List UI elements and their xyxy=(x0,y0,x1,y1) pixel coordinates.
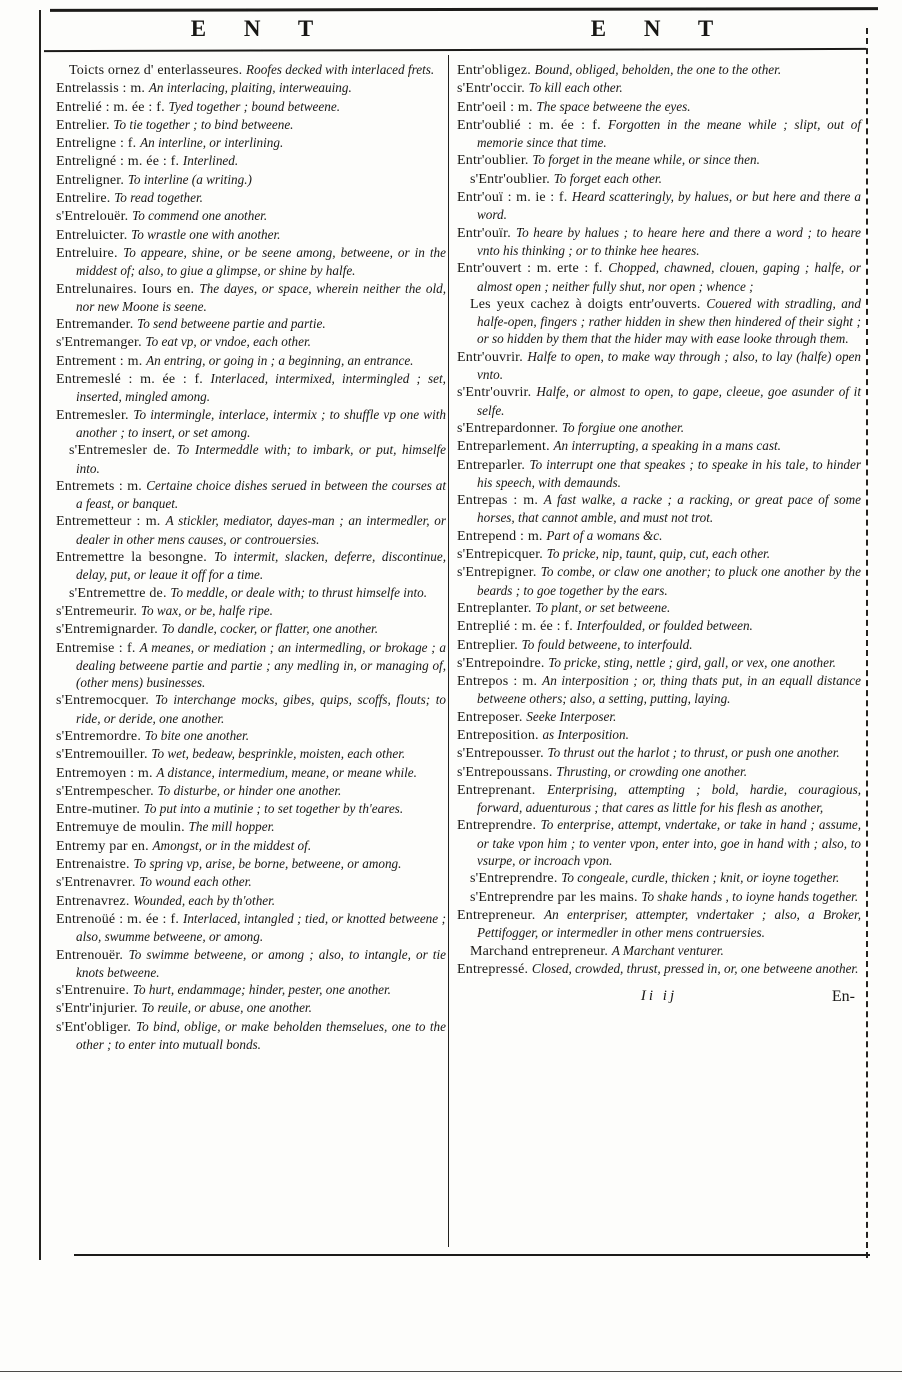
entry-definition: Closed, crowded, thrust, pressed in, or, one betweene another. xyxy=(531,960,859,976)
entry-headword: s'Entrepoindre. xyxy=(457,655,549,671)
entry-headword: s'Entrepigner. xyxy=(457,565,541,581)
entry-definition: Thrusting, or crowding one another. xyxy=(556,763,747,779)
entry-headword: s'Entrenavrer. xyxy=(56,875,140,891)
dictionary-entry xyxy=(457,419,861,437)
dictionary-entry xyxy=(56,892,446,910)
entry-headword: Entrelassis : m. xyxy=(56,81,149,97)
entry-headword: s'Entrepousser. xyxy=(457,746,548,762)
entry-headword: Les yeux cachez à doigts entr'ouverts. xyxy=(470,296,707,312)
entry-headword: Entrelire. xyxy=(56,191,115,207)
entry-headword: Entremander. xyxy=(56,317,138,333)
dictionary-entry xyxy=(457,259,861,295)
entry-definition: To send betweene partie and partie. xyxy=(137,316,326,332)
entry-headword: s'Entremocquer. xyxy=(56,693,155,709)
entry-definition: To put into a mutinie ; to set together by th'eares. xyxy=(143,801,404,817)
entry-definition: To wound each other. xyxy=(139,874,252,890)
entry-headword: Entr'oublié : m. ée : f. xyxy=(457,117,608,133)
entry-definition: To dandle, cocker, or flatter, one another. xyxy=(161,621,379,637)
entry-definition: Halfe to open, to make way through ; also, to lay (halfe) open vnto. xyxy=(477,348,861,383)
entry-definition: To swimme betweene, or among ; also, to intangle, or tie knots betweene. xyxy=(76,946,446,980)
dictionary-entry xyxy=(56,800,446,818)
entry-definition: To enterprise, attempt, vndertake, or take in hand ; assume, or take vpon him ; to venter vpon, enter into, goe in hand with ; also, to vsurpe, or incroach vpon. xyxy=(477,817,861,869)
dictionary-entry xyxy=(56,873,446,891)
dictionary-entry xyxy=(56,512,446,548)
dictionary-entry xyxy=(56,764,446,782)
dictionary-entry xyxy=(56,981,446,999)
dictionary-entry xyxy=(457,437,861,455)
entry-definition: To hurt, endammage; hinder, pester, one another. xyxy=(132,982,391,998)
entry-definition: as Interposition. xyxy=(542,726,629,742)
entry-headword: Entr'ouvert : m. erte : f. xyxy=(457,261,609,277)
entry-definition: Interlaced, intermixed, intermingled ; set, inserted, mingled among. xyxy=(76,371,446,405)
dictionary-entry xyxy=(56,910,446,946)
entry-definition: Halfe, or almost to open, to gape, cleeue, goe asunder of it selfe. xyxy=(477,384,861,418)
dictionary-entry xyxy=(457,617,861,635)
dictionary-entry xyxy=(457,545,861,563)
dictionary-entry xyxy=(56,855,446,873)
entry-headword: Entreparlement. xyxy=(457,439,554,455)
entry-definition: To wrastle one with another. xyxy=(131,226,281,242)
dictionary-entry xyxy=(56,691,446,727)
dictionary-entry xyxy=(56,370,446,406)
entry-definition: To wet, bedeaw, besprinkle, moisten, each other. xyxy=(151,746,406,762)
dictionary-entry xyxy=(56,745,446,763)
entry-definition: Part of a womans &c. xyxy=(546,527,663,543)
entry-headword: Entrelier. xyxy=(56,117,114,133)
entry-headword: Entrepreneur. xyxy=(457,907,545,923)
entry-headword: Entrepressé. xyxy=(457,961,532,977)
dictionary-entry xyxy=(457,726,861,744)
entry-definition: Heard scatteringly, by halues, or but here and there a word. xyxy=(477,189,861,223)
entry-definition: A stickler, mediator, dayes-man ; an intermedler, or dealer in other mens causes, or controuersies. xyxy=(76,513,446,547)
entry-headword: Entrenoüé : m. ée : f. xyxy=(56,911,183,927)
right-page-border xyxy=(866,28,868,1258)
top-rule xyxy=(50,7,878,12)
entry-headword: Entreparler. xyxy=(457,457,530,473)
header-rule xyxy=(44,48,866,52)
dictionary-entry xyxy=(56,999,446,1017)
entry-definition: To thrust out the harlot ; to thrust, or push one another. xyxy=(547,745,840,761)
dictionary-entry xyxy=(56,818,446,836)
entry-headword: Entremesler. xyxy=(56,407,134,423)
dictionary-entry xyxy=(457,348,861,384)
entry-definition: A Marchant venturer. xyxy=(611,942,724,958)
entry-headword: Entr'obligez. xyxy=(457,63,535,78)
dictionary-entry xyxy=(457,960,861,978)
entry-definition: Interlined. xyxy=(182,153,239,169)
entry-definition: To pricke, nip, taunt, quip, cut, each other. xyxy=(546,546,771,562)
entry-headword: s'Entremettre de. xyxy=(69,585,171,601)
entry-headword: Entreprendre. xyxy=(457,818,541,834)
entry-definition: To shake hands , to ioyne hands together. xyxy=(641,888,859,904)
entry-headword: Entr'ouï : m. ie : f. xyxy=(457,190,572,206)
entry-headword: s'Entremesler de. xyxy=(69,443,177,459)
dictionary-entry xyxy=(56,134,446,152)
page-edge-rule xyxy=(0,1371,902,1372)
dictionary-entry xyxy=(457,636,861,654)
entry-definition: Bound, obliged, beholden, the one to the other. xyxy=(534,62,782,77)
dictionary-entry xyxy=(457,188,861,224)
entry-headword: Entrepas : m. xyxy=(457,493,544,509)
dictionary-entry xyxy=(457,151,861,169)
entry-headword: Entrenouër. xyxy=(56,947,129,963)
entry-definition: To plant, or set betweene. xyxy=(535,599,671,615)
entry-definition: To congeale, curdle, thicken ; knit, or ioyne together. xyxy=(561,870,840,886)
dictionary-entry xyxy=(457,672,861,708)
dictionary-entry xyxy=(457,79,861,97)
entry-definition: To fould betweene, to interfould. xyxy=(521,636,693,652)
column-divider xyxy=(448,55,449,1247)
entry-headword: s'Entrempescher. xyxy=(56,783,158,799)
dictionary-entry xyxy=(457,170,861,188)
entry-definition: Interlaced, intangled ; tied, or knotted betweene ; also, swumme betweene, or among. xyxy=(76,910,446,945)
entry-definition: To forget each other. xyxy=(553,170,662,186)
entry-definition: An interposition ; or, thing thats put, in an equall distance betweene others; also, a setting, putting, laying. xyxy=(477,673,861,707)
entry-definition: To combe, or claw one another; to pluck one another by the beards ; to goe together by the ears. xyxy=(477,564,862,598)
dictionary-entry xyxy=(56,441,446,477)
entry-headword: s'Entremeurir. xyxy=(56,603,141,619)
dictionary-entry xyxy=(457,563,861,599)
entry-headword: Entreligne : f. xyxy=(56,136,141,152)
entry-definition: A distance, intermedium, meane, or meane while. xyxy=(156,764,417,780)
entry-headword: Entrenavrez. xyxy=(56,893,134,909)
entry-headword: s'Entr'occir. xyxy=(457,81,529,97)
dictionary-entry xyxy=(457,456,861,492)
dictionary-entry xyxy=(56,1018,446,1054)
dictionary-entry xyxy=(457,654,861,672)
dictionary-entry xyxy=(457,942,861,960)
entry-headword: Entreplié : m. ée : f. xyxy=(457,619,577,635)
entry-definition: An enterpriser, attempter, vndertaker ; also, a Broker, Pettifogger, or intermedler in other mens contruersies. xyxy=(477,906,861,941)
entry-headword: s'Entrepoussans. xyxy=(457,764,557,780)
entry-definition: To commend one another. xyxy=(132,208,268,224)
entry-definition: The mill hopper. xyxy=(188,819,275,835)
entry-headword: s'Entr'injurier. xyxy=(56,1001,142,1017)
dictionary-entry xyxy=(56,352,446,370)
dictionary-entry xyxy=(457,888,861,906)
entry-definition: To bind, oblige, or make beholden themselues, one to the other ; to enter into mutuall bonds. xyxy=(76,1018,446,1053)
entry-definition: To tie together ; to bind betweene. xyxy=(113,116,294,132)
entry-headword: s'Entremanger. xyxy=(56,335,146,351)
entry-definition: To spring vp, arise, be borne, betweene, or among. xyxy=(133,856,402,872)
entry-headword: Entr'oublier. xyxy=(457,153,533,169)
entry-headword: s'Entr'oublier. xyxy=(470,171,554,187)
entry-headword: Entremeslé : m. ée : f. xyxy=(56,372,211,388)
dictionary-entry xyxy=(457,708,861,726)
entry-headword: s'Entrelouër. xyxy=(56,209,133,225)
entry-headword: Toicts ornez d' enterlasseures. xyxy=(69,63,247,78)
running-title-right: E N T xyxy=(590,16,730,41)
entry-definition: To bite one another. xyxy=(144,727,249,743)
dictionary-entry xyxy=(56,244,446,280)
entry-definition: Tyed together ; bound betweene. xyxy=(168,98,340,114)
entry-definition: An interlacing, plaiting, interweauing. xyxy=(148,80,352,96)
dictionary-entry xyxy=(457,116,861,152)
entry-headword: Entremoyen : m. xyxy=(56,765,157,781)
entry-headword: Entr'oeil : m. xyxy=(457,99,537,115)
entry-headword: Entr'ouïr. xyxy=(457,225,516,241)
dictionary-entry xyxy=(56,152,446,170)
entry-headword: Marchand entrepreneur. xyxy=(470,943,612,959)
entry-headword: s'Ent'obliger. xyxy=(56,1019,136,1035)
dictionary-entry xyxy=(56,782,446,800)
entry-headword: s'Entremouiller. xyxy=(56,747,152,763)
dictionary-entry xyxy=(457,599,861,617)
entry-definition: To interline (a writing.) xyxy=(127,171,252,187)
dictionary-entry xyxy=(457,869,861,887)
dictionary-entry xyxy=(56,61,446,79)
dictionary-entry xyxy=(56,727,446,745)
dictionary-entry xyxy=(56,837,446,855)
dictionary-entry xyxy=(457,295,861,348)
entry-headword: Entreligné : m. ée : f. xyxy=(56,154,183,170)
dictionary-entry xyxy=(56,98,446,116)
entry-definition: To pricke, sting, nettle ; gird, gall, or vex, one another. xyxy=(548,654,836,670)
entry-headword: Entreposer. xyxy=(457,709,527,725)
entry-headword: Entremuye de moulin. xyxy=(56,820,189,836)
entry-definition: To eat vp, or vndoe, each other. xyxy=(145,334,311,350)
dictionary-entry xyxy=(56,207,446,225)
entry-headword: s'Entrepicquer. xyxy=(457,547,547,563)
entry-definition: Amongst, or in the middest of. xyxy=(152,837,312,853)
entry-headword: Entrepend : m. xyxy=(457,528,547,544)
entry-definition: To interchange mocks, gibes, quips, scoffs, flouts; to ride, or deride, one another. xyxy=(76,692,446,726)
signature-mark: Ii ij xyxy=(640,988,678,1005)
catchword: En- xyxy=(831,988,855,1006)
dictionary-entry xyxy=(457,781,861,817)
entry-definition: To reuile, or abuse, one another. xyxy=(141,1000,312,1016)
entry-headword: Entreprenant. xyxy=(457,782,548,798)
dictionary-entry xyxy=(56,548,446,584)
dictionary-entry xyxy=(56,226,446,244)
entry-headword: Entrelié : m. ée : f. xyxy=(56,99,169,115)
entry-definition: To interrupt one that speakes ; to speake in his tale, to hinder his speech, with demaunds. xyxy=(477,456,861,490)
dictionary-entry xyxy=(56,280,446,316)
dictionary-entry xyxy=(56,477,446,513)
dictionary-entry xyxy=(56,639,446,692)
dictionary-entry xyxy=(457,763,861,781)
entry-headword: Entremettre la besongne. xyxy=(56,550,214,566)
entry-definition: To appeare, shine, or be seene among, betweene, or in the middest of; also, to giue a glimpse, or shine by halfe. xyxy=(76,244,446,279)
entry-definition: To Intermeddle with; to imbark, or put, himselfe into. xyxy=(76,442,447,476)
dictionary-entry xyxy=(457,61,861,79)
dictionary-entry xyxy=(457,527,861,545)
entry-definition: Wounded, each by th'other. xyxy=(133,892,276,908)
entry-definition: Interfoulded, or foulded between. xyxy=(576,618,753,634)
entry-headword: s'Entreprendre par les mains. xyxy=(470,889,642,905)
entry-headword: Entrepos : m. xyxy=(457,674,543,690)
entry-headword: s'Entrenuire. xyxy=(56,983,133,999)
dictionary-entry xyxy=(56,171,446,189)
dictionary-entry xyxy=(457,224,861,260)
right-column xyxy=(457,61,861,1008)
entry-headword: Entr'ouvrir. xyxy=(457,349,528,365)
entry-definition: Chopped, chawned, clouen, gaping ; halfe, or almost open ; neither fully shut, nor open ; whence ; xyxy=(477,260,862,294)
page-footer xyxy=(457,988,861,1008)
entry-headword: s'Entremignarder. xyxy=(56,622,162,638)
entry-definition: To meddle, or deale with; to thrust himselfe into. xyxy=(170,584,428,600)
entry-headword: Entremy par en. xyxy=(56,838,153,854)
dictionary-entry xyxy=(457,383,861,419)
entry-definition: To forget in the meane while, or since then. xyxy=(532,152,760,168)
entry-definition: To disturbe, or hinder one another. xyxy=(157,782,342,798)
entry-definition: Certaine choice dishes serued in between the courses at a feast, or banquet. xyxy=(76,477,446,512)
running-title-left: E N T xyxy=(190,16,330,41)
entry-definition: Forgotten in the meane while ; slipt, out of memorie since that time. xyxy=(477,116,861,151)
entry-headword: Entre-mutiner. xyxy=(56,802,144,818)
entry-definition: Roofes decked with interlaced frets. xyxy=(246,62,435,77)
entry-headword: Entreluicter. xyxy=(56,227,132,243)
dictionary-entry xyxy=(457,744,861,762)
entry-definition: To heare by halues ; to heare here and there a word ; to heare vnto his thinking ; or to thinke hee heares. xyxy=(477,224,861,258)
dictionary-entry xyxy=(56,315,446,333)
entry-headword: s'Entr'ouvrir. xyxy=(457,385,537,401)
entry-definition: An entring, or going in ; a beginning, an entrance. xyxy=(146,352,414,368)
dictionary-entry xyxy=(56,602,446,620)
entry-definition: The space betweene the eyes. xyxy=(536,98,691,114)
dictionary-entry xyxy=(457,491,861,527)
left-page-border xyxy=(39,10,41,1260)
entry-headword: Entreposition. xyxy=(457,727,543,743)
dictionary-entry xyxy=(56,189,446,207)
entry-headword: s'Entreprendre. xyxy=(470,871,562,887)
entry-definition: An interrupting, a speaking in a mans cast. xyxy=(553,438,781,454)
entry-definition: A fast walke, a racke ; a racking, or great pace of some horses, that cannot amble, and must not trot. xyxy=(477,492,861,526)
dictionary-entry xyxy=(56,333,446,351)
entry-definition: An interline, or interlining. xyxy=(140,135,284,151)
entry-headword: Entreplanter. xyxy=(457,600,536,616)
entry-definition: To read together. xyxy=(114,190,203,206)
entry-definition: The dayes, or space, wherein neither the old, nor new Moone is seene. xyxy=(76,280,447,314)
bottom-rule xyxy=(74,1254,870,1256)
left-column xyxy=(56,61,446,1053)
dictionary-entry xyxy=(457,98,861,116)
entry-headword: Entrelunaires. Iours en. xyxy=(56,281,200,297)
dictionary-entry xyxy=(56,79,446,97)
dictionary-entry xyxy=(457,906,861,942)
entry-headword: Entrement : m. xyxy=(56,353,147,369)
entry-definition: To wax, or be, halfe ripe. xyxy=(140,602,273,618)
entry-definition: To kill each other. xyxy=(528,80,623,96)
entry-headword: Entremets : m. xyxy=(56,478,147,494)
entry-headword: s'Entremordre. xyxy=(56,728,145,744)
dictionary-entry xyxy=(56,620,446,638)
dictionary-entry xyxy=(56,946,446,982)
entry-definition: Couered with stradling, and halfe-open, fingers ; rather hidden in shew then hindered of their sight ; or so hidden by them that the hider may with ease looke through them. xyxy=(477,295,861,347)
entry-headword: Entrenaistre. xyxy=(56,857,134,873)
entry-headword: Entreplier. xyxy=(457,637,522,653)
entry-definition: Enterprising, attempting ; bold, hardie, couragious, forward, aduenturous ; that cares as little for his flesh as another, xyxy=(477,781,861,816)
dictionary-entry xyxy=(56,584,446,602)
entry-headword: Entreligner. xyxy=(56,172,128,188)
dictionary-entry xyxy=(56,406,446,442)
entry-definition: To intermingle, interlace, intermix ; to shuffle vp one with another ; to insert, or set among. xyxy=(76,406,446,440)
dictionary-entry xyxy=(56,116,446,134)
entry-headword: Entremise : f. xyxy=(56,640,140,656)
entry-definition: To forgiue one another. xyxy=(561,419,684,435)
entry-definition: To intermit, slacken, deferre, discontinue, delay, put, or leaue it off for a time. xyxy=(76,549,446,583)
entry-headword: s'Entrepardonner. xyxy=(457,420,562,436)
dictionary-entry xyxy=(457,816,861,869)
entry-headword: Entreluire. xyxy=(56,245,124,261)
entry-headword: Entremetteur : m. xyxy=(56,514,166,530)
entry-definition: A meanes, or mediation ; an intermedling, or brokage ; a dealing betweene partie and partie ; any medling in, or managing of, (other mens) businesses. xyxy=(76,639,446,691)
entry-definition: Seeke Interposer. xyxy=(526,708,617,724)
